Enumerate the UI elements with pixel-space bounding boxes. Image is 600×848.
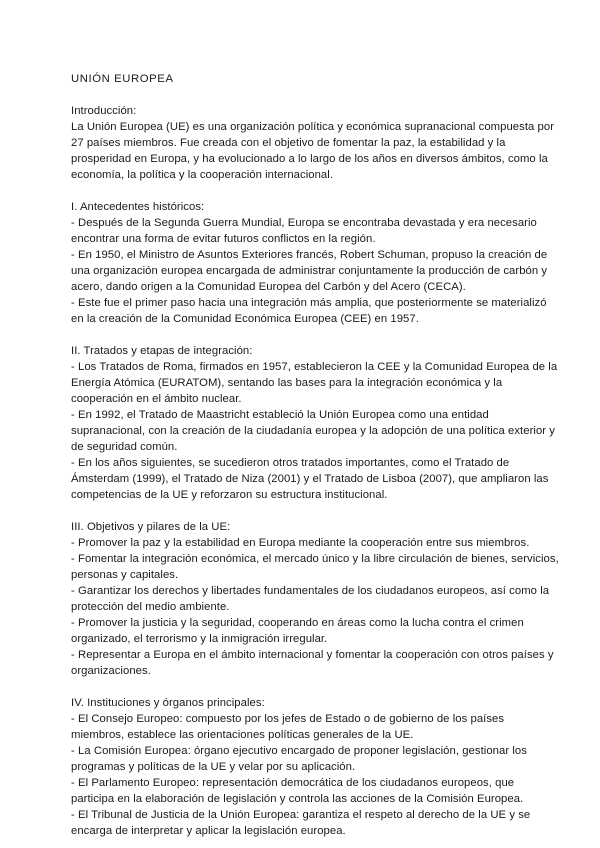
list-item: - Garantizar los derechos y libertades fundamentales de los ciudadanos europeos, así como la protección del medio ambiente. [71,585,550,613]
list-item: - Promover la paz y la estabilidad en Europa mediante la cooperación entre sus miembros. [71,537,530,549]
intro-paragraph: La Unión Europea (UE) es una organización política y económica supranacional compuesta por 27 países miembros. Fue creada con el objetivo de fomentar la paz, la estabilidad y la prosperidad en Europa, y ha evolucionado a lo largo de los años en diversos ámbitos, como la economía, la política y la cooperación internacional. [71,121,555,181]
section-list [71,535,560,679]
list-item: - Representar a Europa en el ámbito internacional y fomentar la cooperación con otros países y organizaciones. [71,649,554,677]
section-heading: I. Antecedentes históricos: [71,201,205,213]
list-item: - Fomentar la integración económica, el mercado único y la libre circulación de bienes, servicios, personas y capitales. [71,553,559,581]
document-title: UNIÓN EUROPEA [71,73,174,85]
intro-section [71,103,560,183]
list-item: - En los años siguientes, se sucedieron otros tratados importantes, como el Tratado de Ámsterdam (1999), el Tratado de Niza (2001) y el Tratado de Lisboa (2007), que ampliaron las competencias de la UE y reforzaron su estructura institucional. [71,457,549,501]
section-instituciones [71,695,560,839]
list-item: - En 1992, el Tratado de Maastricht estableció la Unión Europea como una entidad supranacional, con la creación de la ciudadanía europea y la adopción de una política exterior y de seguridad común. [71,409,555,453]
list-item: - Después de la Segunda Guerra Mundial, Europa se encontraba devastada y era necesario encontrar una forma de evitar futuros conflictos en la región. [71,217,537,245]
list-item: - El Consejo Europeo: compuesto por los jefes de Estado o de gobierno de los países miembros, establece las orientaciones políticas generales de la UE. [71,713,505,741]
intro-heading: Introducción: [71,105,137,117]
list-item: - El Tribunal de Justicia de la Unión Europea: garantiza el respeto al derecho de la UE y se encarga de interpretar y aplicar la legislación europea. [71,809,531,837]
section-heading: II. Tratados y etapas de integración: [71,345,253,357]
section-objetivos [71,519,560,679]
section-heading: III. Objetivos y pilares de la UE: [71,521,231,533]
section-list [71,711,560,839]
section-antecedentes [71,199,560,327]
list-item: - El Parlamento Europeo: representación democrática de los ciudadanos europeos, que participa en la elaboración de legislación y controla las acciones de la Comisión Europea. [71,777,524,805]
list-item: - Este fue el primer paso hacia una integración más amplia, que posteriormente se materializó en la creación de la Comunidad Económica Europea (CEE) en 1957. [71,297,547,325]
list-item: - Promover la justicia y la seguridad, cooperando en áreas como la lucha contra el crimen organizado, el terrorismo y la inmigración irregular. [71,617,524,645]
section-list [71,215,560,327]
list-item: - Los Tratados de Roma, firmados en 1957, establecieron la CEE y la Comunidad Europea de la Energía Atómica (EURATOM), sentando las bases para la integración económica y la cooperación en el ámbito nuclear. [71,361,558,405]
section-tratados [71,343,560,503]
list-item: - La Comisión Europea: órgano ejecutivo encargado de proponer legislación, gestionar los programas y políticas de la UE y velar por su aplicación. [71,745,527,773]
section-list [71,359,560,503]
section-heading: IV. Instituciones y órganos principales: [71,697,265,709]
list-item: - En 1950, el Ministro de Asuntos Exteriores francés, Robert Schuman, propuso la creación de una organización europea encargada de administrar conjuntamente la producción de carbón y acero, dando origen a la Comunidad Europea del Carbón y del Acero (CECA). [71,249,548,293]
